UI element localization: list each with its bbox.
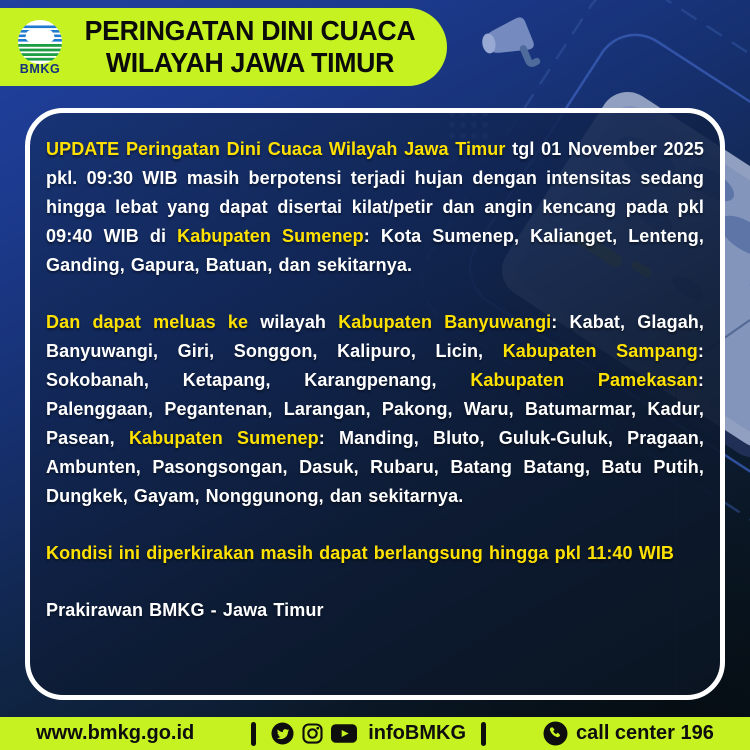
text-segment: : Manding, Bluto, Guluk-Guluk, Pragaan, Ambunten, Pasongsongan, Dasuk, Rubaru, Batang Batang, Batu Putih, Dungkek, Gayam, Nonggunong, dan sekitarnya.: [46, 428, 704, 506]
footer-website: www.bmkg.go.id: [36, 722, 195, 744]
bmkg-logo-label: BMKG: [19, 61, 61, 76]
text-segment: : Kabat, Glagah, Banyuwangi, Giri, Songgon, Kalipuro, Licin,: [46, 312, 704, 361]
text-segment: wilayah: [248, 312, 339, 332]
instagram-icon: [301, 722, 324, 745]
footer-separator: [251, 722, 256, 746]
phone-icon: [543, 721, 568, 746]
megaphone-icon: [479, 16, 537, 72]
text-segment: Kabupaten Pamekasan: [470, 370, 698, 390]
footer-bar: [0, 717, 750, 750]
warning-text: [46, 135, 704, 625]
text-segment: Kabupaten Sumenep: [128, 428, 319, 448]
text-segment: UPDATE Peringatan Dini Cuaca Wilayah Jawa Timur: [46, 139, 506, 159]
text-segment: tgl 01 November 2025 pkl. 09:30 WIB masih berpotensi terjadi hujan dengan intensitas sedang hingga lebat yang dapat disertai kilat/petir dan angin kencang pada pkl 09:40 WIB di: [46, 139, 704, 246]
title-line-2: WILAYAH JAWA TIMUR: [105, 47, 395, 78]
text-segment: : Palenggaan, Pegantenan, Larangan, Pakong, Waru, Batumarmar, Kadur, Pasean,: [46, 370, 704, 448]
youtube-icon: [331, 724, 357, 743]
bmkg-logo-icon: [17, 19, 63, 65]
header-banner: [0, 8, 447, 86]
bmkg-logo: [13, 19, 67, 76]
warning-paragraph-expansion: [46, 308, 704, 511]
footer-call-center: [543, 721, 714, 746]
text-segment: : Kota Sumenep, Kalianget, Lenteng, Ganding, Gapura, Batuan, dan sekitarnya.: [46, 226, 704, 275]
warning-paragraph-signature: [46, 596, 704, 625]
poster-title: [72, 15, 427, 79]
text-segment: Kabupaten Sampang: [502, 341, 698, 361]
text-segment: Dan dapat meluas ke: [46, 312, 249, 332]
warning-box: [25, 108, 725, 700]
footer-social: [271, 722, 466, 745]
text-segment: Kondisi ini diperkirakan masih dapat berlangsung hingga pkl 11:40 WIB: [46, 543, 675, 563]
text-segment: : Sokobanah, Ketapang, Karangpenang,: [46, 341, 704, 390]
footer-call-center-label: call center 196: [576, 722, 714, 744]
title-line-1: PERINGATAN DINI CUACA: [84, 15, 416, 46]
twitter-icon: [271, 722, 294, 745]
footer-separator: [481, 722, 486, 746]
footer-social-handle: infoBMKG: [368, 722, 467, 744]
text-segment: Kabupaten Sumenep: [177, 226, 364, 246]
warning-paragraph-duration: [46, 539, 704, 568]
text-segment: Kabupaten Banyuwangi: [338, 312, 552, 332]
warning-paragraph-update: [46, 135, 704, 280]
text-segment: Prakirawan BMKG - Jawa Timur: [46, 600, 324, 620]
